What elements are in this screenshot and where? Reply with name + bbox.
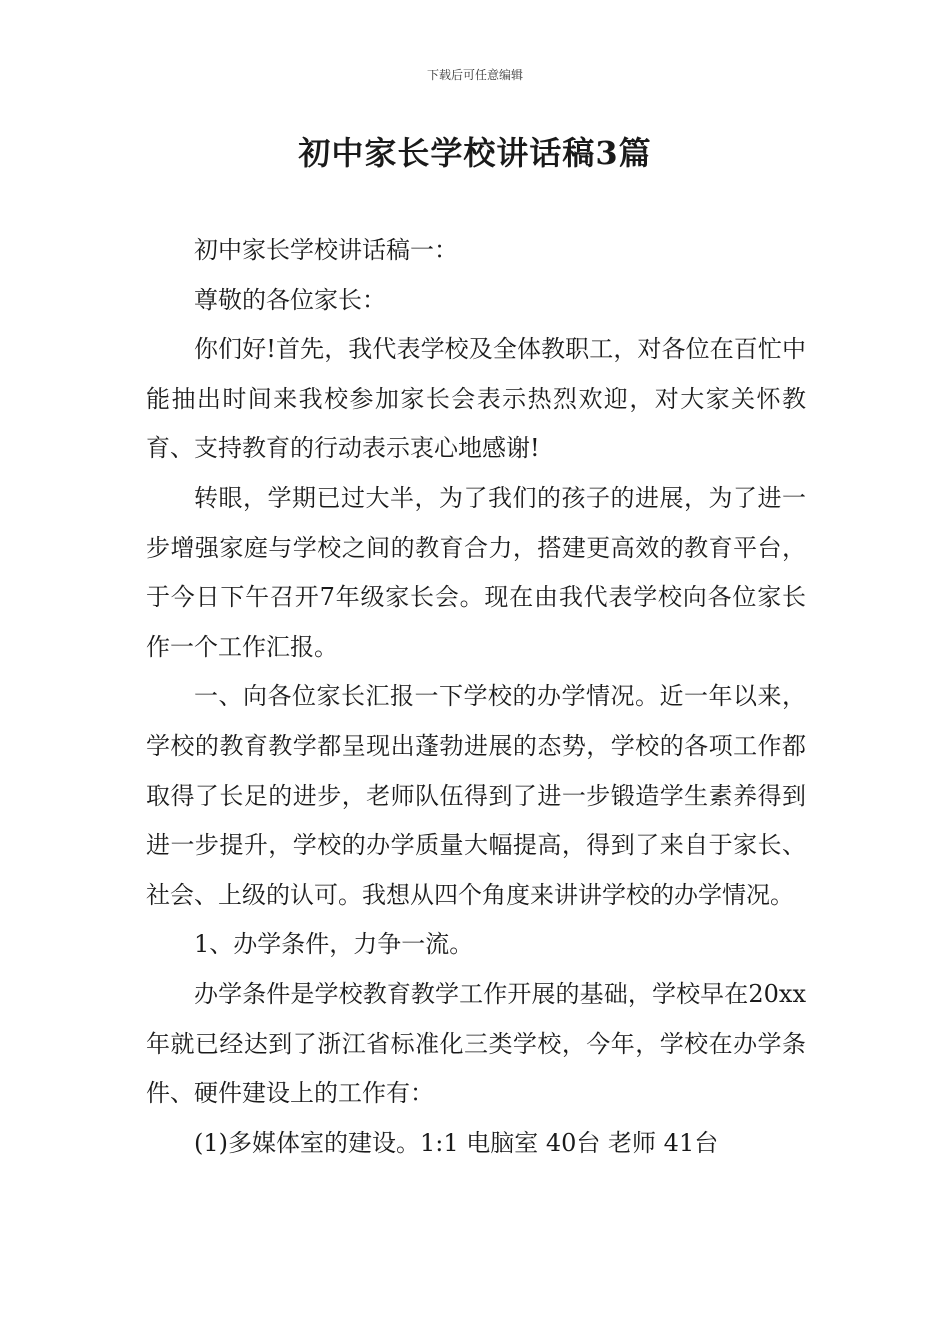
document-body bbox=[146, 226, 806, 1168]
paragraph: 办学条件是学校教育教学工作开展的基础，学校早在20xx年就已经达到了浙江省标准化三类学校，今年，学校在办学条件、硬件建设上的工作有： bbox=[146, 979, 806, 1108]
header-note: 下载后可任意编辑 bbox=[426, 68, 523, 82]
paragraph: 你们好!首先，我代表学校及全体教职工，对各位在百忙中能抽出时间来我校参加家长会表示热烈欢迎，对大家关怀教育、支持教育的行动表示衷心地感谢! bbox=[146, 335, 806, 463]
paragraph: 一、向各位家长汇报一下学校的办学情况。近一年以来，学校的教育教学都呈现出蓬勃进展的态势，学校的各项工作都取得了长足的进步，老师队伍得到了进一步锻造学生素养得到进一步提升，学校的办学质量大幅提高，得到了来自于家长、社会、上级的认可。我想从四个角度来讲讲学校的办学情况。 bbox=[146, 682, 806, 909]
paragraph: (1)多媒体室的建设。1:1 电脑室 40台 老师 41台 bbox=[194, 1128, 719, 1157]
paragraph: 初中家长学校讲话稿一： bbox=[194, 236, 458, 264]
document-title: 初中家长学校讲话稿3篇 bbox=[298, 134, 652, 172]
paragraph: 尊敬的各位家长： bbox=[194, 285, 386, 314]
paragraph: 转眼，学期已过大半，为了我们的孩子的进展，为了进一步增强家庭与学校之间的教育合力，搭建更高效的教育平台，于今日下午召开7年级家长会。现在由我代表学校向各位家长作一个工作汇报。 bbox=[146, 483, 806, 661]
paragraph: 1、办学条件，力争一流。 bbox=[194, 930, 474, 959]
